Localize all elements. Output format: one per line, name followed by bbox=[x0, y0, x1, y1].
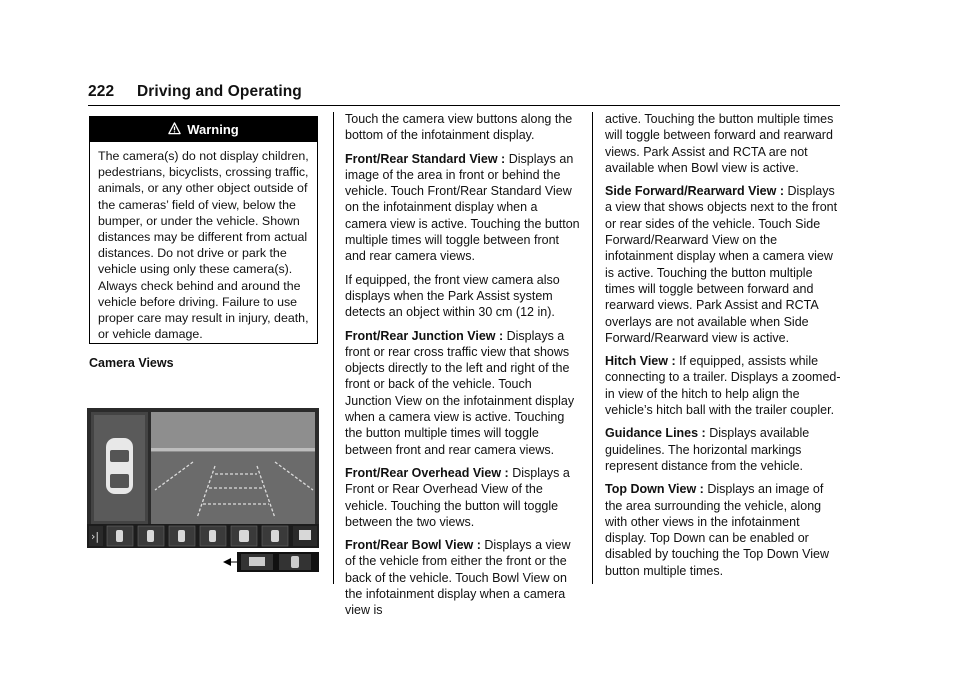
collapse-arrow-icon bbox=[89, 526, 103, 546]
warning-triangle-icon bbox=[168, 122, 181, 138]
section-title: Driving and Operating bbox=[137, 83, 302, 100]
side-view-paragraph: Side Forward/Rearward View : Displays a view that shows objects next to the front or rear sides of the vehicle. Touch Side Forward/Rearward View on the infotainment display when a camera view is active. Touching the button multiple times will toggle between forward and rearward views. Park Assist and RCTA overlays are not available when Side Forward/Rearward view is active. bbox=[605, 184, 838, 345]
page-header bbox=[88, 83, 840, 106]
intro-paragraph: Touch the camera view buttons along the bottom of the infotainment display. bbox=[345, 112, 573, 143]
camera-screen-illustration bbox=[85, 408, 319, 576]
bowl-view-continued: active. Touching the button multiple times will toggle between forward and rearward views. Park Assist and RCTA are not available when Bowl view is active. bbox=[605, 112, 834, 175]
camera-views-heading: Camera Views bbox=[89, 356, 174, 370]
junction-view-paragraph: Front/Rear Junction View : Displays a front or rear cross traffic view that shows objects directly to the left and right of the front or back of the vehicle. Touch Junction View on the infotainment display when a camera view is active. Touching the button multiple times will toggle between front and rear camera views. bbox=[345, 328, 575, 457]
hitch-view-paragraph: Hitch View : If equipped, assists while connecting to a trailer. Displays a zoomed-in view of the hitch to help align the vehicle’s hitch ball with the trailer coupler. bbox=[605, 354, 841, 418]
warning-title-bar bbox=[90, 117, 317, 142]
guidance-lines-paragraph: Guidance Lines : Displays available guidelines. The horizontal markings represent distance from the vehicle. bbox=[605, 426, 810, 473]
column-2 bbox=[345, 111, 581, 619]
column-3 bbox=[605, 111, 841, 579]
svg-text:›|: ›| bbox=[91, 530, 100, 543]
bowl-view-paragraph: Front/Rear Bowl View : Displays a view of the vehicle from either the front or the back of the vehicle. Touch Bowl View on the infotainment display when a camera view is bbox=[345, 538, 571, 618]
warning-text: The camera(s) do not display children, pedestrians, bicyclists, crossing traffic, animals, or any other object outside of the cameras’ field of view, below the bumper, or under the vehicle. Shown distances may be different from actual distances. Do not drive or park the vehicle using only these camera(s). Always check behind and around the vehicle before driving. Failure to use proper care may result in injury, death, or vehicle damage. bbox=[98, 149, 309, 342]
warning-title: Warning bbox=[187, 122, 239, 137]
standard-view-paragraph: Front/Rear Standard View : Displays an image of the area in front or behind the vehicle. Touch Front/Rear Standard View on the infotainment display when a camera view is active. Touching the button multiple times will toggle between front and rear camera views. bbox=[345, 151, 580, 264]
column-divider-2 bbox=[592, 112, 593, 584]
vehicle-top-icon bbox=[106, 438, 133, 494]
top-down-view-paragraph: Top Down View : Displays an image of the area surrounding the vehicle, along with other views in the infotainment display. Top Down can be enabled or disabled by touching the Top Down View button multiple times. bbox=[605, 482, 829, 578]
page-number: 222 bbox=[88, 83, 115, 100]
warning-box bbox=[89, 116, 318, 344]
overhead-view-paragraph: Front/Rear Overhead View : Displays a Front or Rear Overhead View of the vehicle. Touching the button will toggle between the two views. bbox=[345, 465, 570, 529]
front-camera-note: If equipped, the front view camera also displays when the Park Assist system detects an object within 30 cm (12 in). bbox=[345, 272, 560, 320]
column-divider-1 bbox=[333, 112, 334, 584]
